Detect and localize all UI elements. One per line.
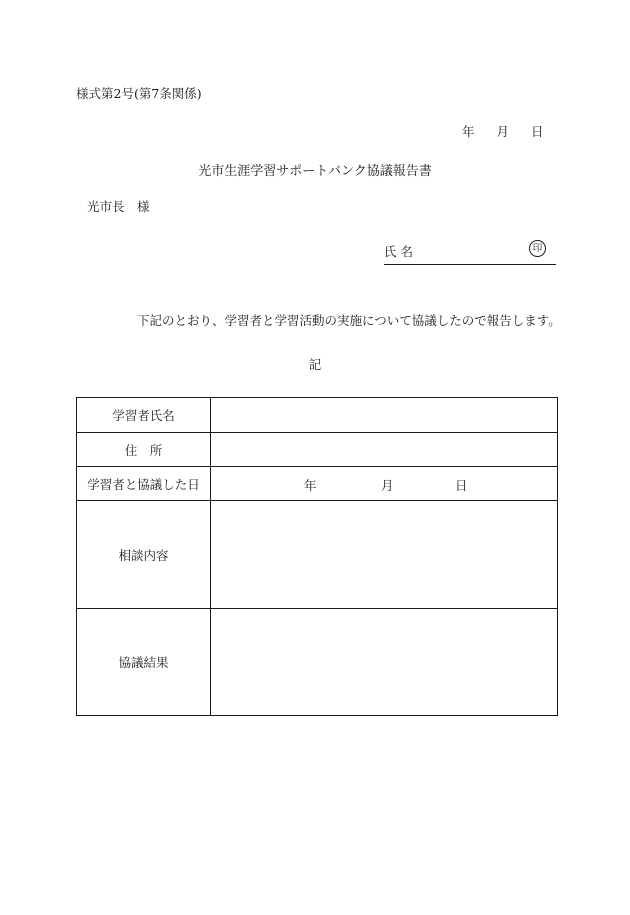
address-label: 住 所 [77, 433, 211, 467]
address-field[interactable] [211, 433, 558, 467]
consultation-result-field[interactable] [211, 609, 558, 716]
report-table [76, 397, 558, 716]
consultation-result-label: 協議結果 [77, 609, 211, 716]
report-statement: 下記のとおり、学習者と学習活動の実施について協議したので報告します。 [137, 313, 561, 328]
seal-icon: 印 [529, 240, 546, 257]
signature-field[interactable] [384, 240, 556, 265]
date-month-label: 月 [496, 124, 510, 139]
document-title: 光市生涯学習サポートバンク協議報告書 [198, 164, 432, 179]
learner-name-label: 学習者氏名 [77, 398, 211, 433]
consultation-year-label: 年 [304, 477, 317, 493]
consultation-date-label: 学習者と協議した日 [77, 467, 211, 501]
table-row-consultation-result [77, 609, 558, 716]
consultation-month-label: 月 [381, 477, 394, 493]
addressee: 光市長 様 [87, 199, 150, 214]
table-row-consultation-content [77, 501, 558, 609]
signature-label: 氏 名 [384, 244, 413, 259]
consultation-day-label: 日 [455, 477, 468, 493]
consultation-content-field[interactable] [211, 501, 558, 609]
submission-date [462, 122, 544, 140]
consultation-content-label: 相談内容 [77, 501, 211, 609]
consultation-date-field[interactable] [211, 467, 558, 501]
table-row-learner-name [77, 398, 558, 433]
ki-heading: 記 [308, 357, 322, 372]
table-row-address [77, 433, 558, 467]
date-year-label: 年 [462, 124, 475, 139]
table-row-consultation-date [77, 467, 558, 501]
date-day-label: 日 [531, 124, 544, 139]
form-number: 様式第2号(第7条関係) [76, 86, 202, 101]
learner-name-field[interactable] [211, 398, 558, 433]
